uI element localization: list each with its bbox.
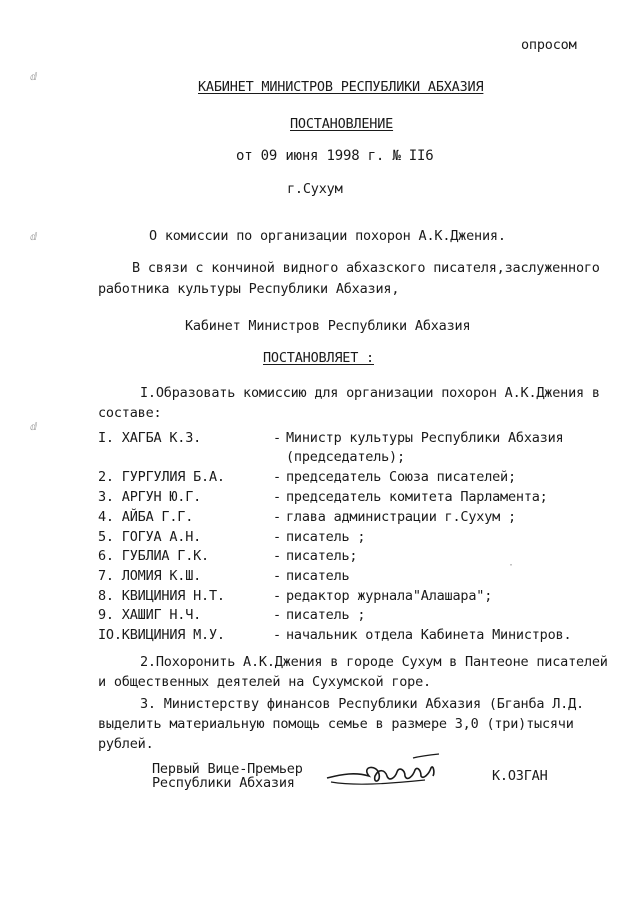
member-name: IO.КВИЦИНИЯ М.У. (98, 627, 225, 643)
commission-row (98, 548, 598, 568)
commission-row (98, 607, 598, 627)
issuer-line: Кабинет Министров Республики Абхазия (185, 318, 471, 334)
dash: - (273, 627, 281, 643)
handwritten-signature (325, 752, 445, 794)
dash: - (273, 509, 281, 525)
dash: - (273, 548, 281, 564)
item3-line-2: выделить материальную помощь семье в размере 3,0 (три)тысячи (98, 716, 574, 732)
member-name: 5. ГОГУА А.Н. (98, 529, 202, 545)
member-role: писатель ; (286, 607, 366, 623)
member-name: I. ХАГБА К.З. (98, 430, 202, 446)
item1-line-2: составе: (98, 405, 162, 421)
commission-row (98, 588, 598, 608)
dash: - (273, 489, 281, 505)
scan-speck: ⅆ (30, 422, 37, 433)
item3-line-3: рублей. (98, 736, 154, 752)
member-role: Министр культуры Республики Абхазия (286, 430, 564, 446)
item3-line-1: 3. Министерству финансов Республики Абхазия (Бганба Л.Д. (140, 696, 584, 712)
item1-line-1: I.Образовать комиссию для организации похорон А.К.Джения в (140, 385, 600, 401)
scan-speck: · (508, 560, 514, 571)
signer-title-line-1: Первый Вице-Премьер (152, 761, 303, 777)
member-role-continuation: (председатель); (286, 449, 405, 465)
commission-row (98, 430, 598, 450)
item2-line-1: 2.Похоронить А.К.Джения в городе Сухум в Пантеоне писателей (140, 654, 608, 670)
commission-row (98, 627, 598, 647)
dash: - (273, 607, 281, 623)
dash: - (273, 529, 281, 545)
date-number-line: от 09 июня 1998 г. № II6 (236, 148, 434, 164)
subject-line: О комиссии по организации похорон А.К.Джения. (149, 228, 506, 244)
member-role: начальник отдела Кабинета Министров. (286, 627, 572, 643)
preamble-line-2: работника культуры Республики Абхазия, (98, 281, 400, 297)
member-role: глава администрации г.Сухум ; (286, 509, 516, 525)
member-name: 2. ГУРГУЛИЯ Б.А. (98, 469, 225, 485)
member-role: писатель ; (286, 529, 366, 545)
member-role: председатель Союза писателей; (286, 469, 516, 485)
member-name: 9. ХАШИГ Н.Ч. (98, 607, 202, 623)
commission-row (98, 509, 598, 529)
decree-word: ПОСТАНОВЛЯЕТ : (263, 350, 374, 366)
place-line: г.Сухум (287, 181, 343, 197)
commission-row (98, 529, 598, 549)
signer-name: К.ОЗГАН (492, 768, 548, 784)
member-role: редактор журнала"Алашара"; (286, 588, 493, 604)
preamble-line-1: В связи с кончиной видного абхазского писателя,заслуженного (132, 260, 600, 276)
scan-speck: ⅆ (30, 232, 37, 243)
member-name: 7. ЛОМИЯ К.Ш. (98, 568, 202, 584)
member-name: 3. АРГУН Ю.Г. (98, 489, 202, 505)
corner-note: опросом (521, 37, 577, 53)
member-role: председатель комитета Парламента; (286, 489, 548, 505)
signer-title-line-2: Республики Абхазия (152, 775, 295, 791)
commission-row (98, 489, 598, 509)
item2-line-2: и общественных деятелей на Сухумской горе. (98, 674, 431, 690)
dash: - (273, 469, 281, 485)
scan-speck: ⅆ (30, 72, 37, 83)
dash: - (273, 588, 281, 604)
member-name: 6. ГУБЛИА Г.К. (98, 548, 209, 564)
document-type: ПОСТАНОВЛЕНИЕ (290, 116, 394, 132)
member-role: писатель (286, 568, 350, 584)
commission-row (98, 469, 598, 489)
member-name: 8. КВИЦИНИЯ Н.Т. (98, 588, 225, 604)
member-name: 4. АЙБА Г.Г. (98, 509, 194, 525)
organization-title: КАБИНЕТ МИНИСТРОВ РЕСПУБЛИКИ АБХАЗИЯ (198, 79, 484, 95)
commission-row-continuation (98, 449, 598, 469)
commission-row (98, 568, 598, 588)
dash: - (273, 430, 281, 446)
member-role: писатель; (286, 548, 358, 564)
dash: - (273, 568, 281, 584)
